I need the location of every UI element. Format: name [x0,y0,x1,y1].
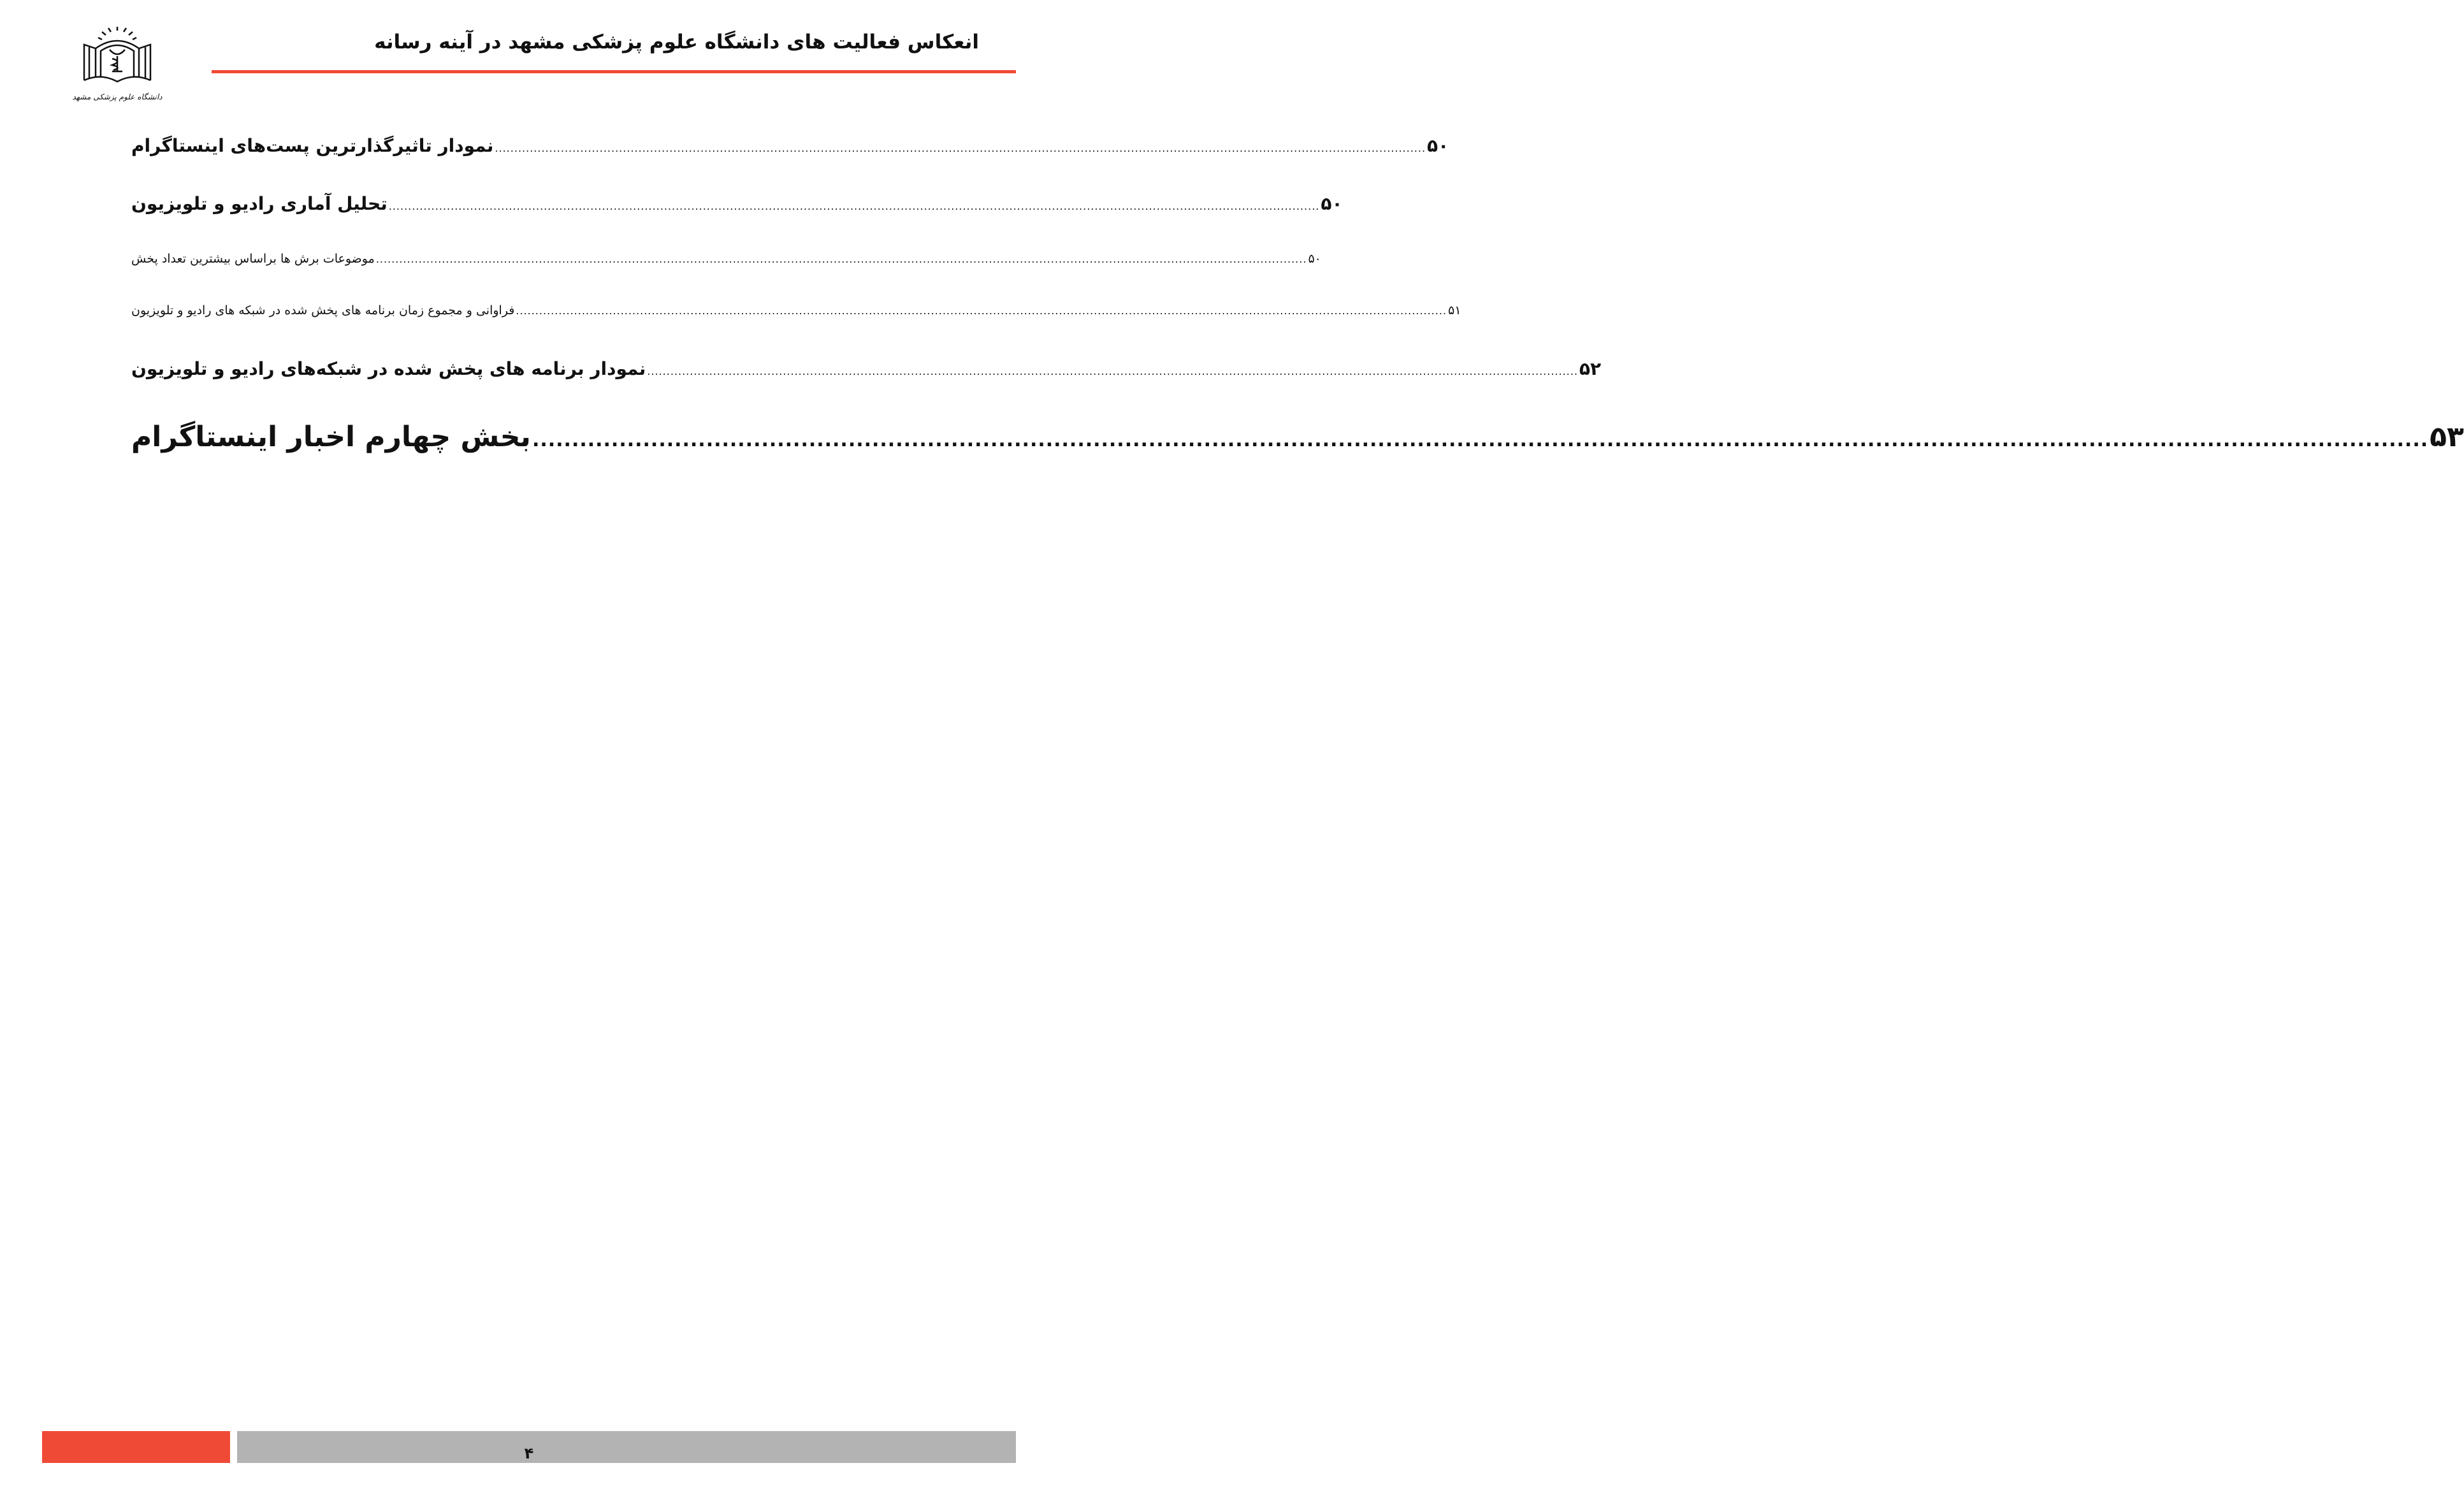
toc-entry-title: موضوعات برش ها براساس بیشترین تعداد پخش [131,252,375,266]
toc-entry[interactable] [129,252,1321,266]
toc-entry[interactable] [129,358,1602,379]
toc-entry[interactable] [129,135,1449,156]
toc-entry[interactable] [129,193,1343,214]
toc-entry-title: فراوانی و مجموع زمان برنامه های پخش شده در شبکه های رادیو و تلویزیون [131,303,515,317]
footer-red-bar [42,1431,230,1463]
toc-entry-page: ۵۰ [1308,252,1321,266]
toc-entry-page: ۵۰ [1427,135,1449,156]
header-title: انعکاس فعالیت های دانشگاه علوم پزشکی مشهد در آینه رسانه [374,31,979,54]
toc-entry-leader: ................................................................................................................................................................................................................................................ [388,200,1320,212]
toc-entry-page: ۵۳ [2430,421,2464,453]
toc-entry-leader: ................................................................................................................................................................................................................................................ [375,253,1307,265]
toc-entry-title: تحلیل آماری رادیو و تلویزیون [131,193,388,214]
toc-entry-title: نمودار برنامه های پخش شده در شبکه‌های رادیو و تلویزیون [131,358,646,379]
toc-entry[interactable] [129,421,2464,453]
toc-entry-leader: ................................................................................................................................................................................................................................................ [532,429,2429,451]
footer-gray-bar [237,1431,1016,1463]
toc-entry-leader: ................................................................................................................................................................................................................................................ [647,365,1578,377]
toc-entry-page: ۵۰ [1321,193,1343,214]
toc-entry-title: بخش چهارم اخبار اینستاگرام [131,421,531,453]
toc-entry-leader: ................................................................................................................................................................................................................................................ [495,142,1426,154]
toc-entry-leader: ................................................................................................................................................................................................................................................ [516,305,1447,317]
toc-entry[interactable] [129,303,1461,317]
toc-entry-page: ۵۱ [1448,303,1461,317]
logo-caption: دانشگاه علوم پزشکی مشهد [72,92,163,101]
toc-entry-page: ۵۲ [1579,358,1602,379]
toc-entry-title: نمودار تاثیرگذارترین پست‌های اینستاگرام [131,135,494,156]
page-number: ۴ [524,1444,534,1462]
